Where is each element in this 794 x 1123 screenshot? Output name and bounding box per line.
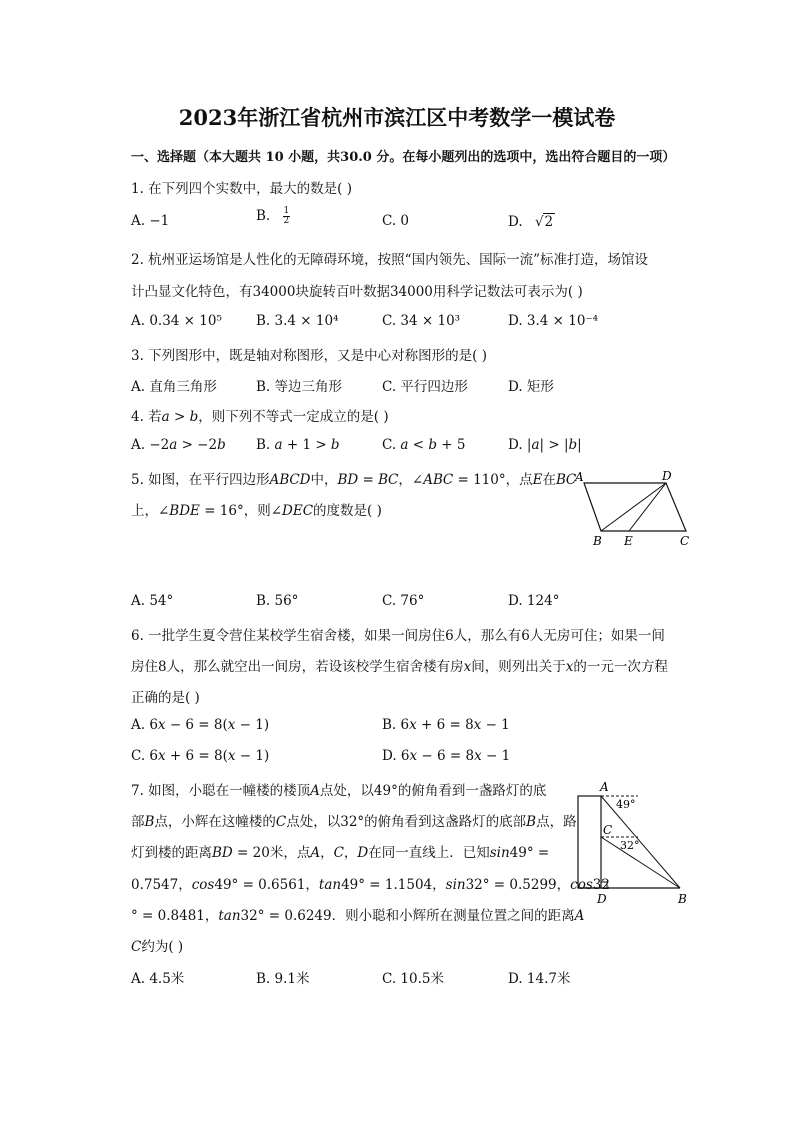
sqrt-radicand: 2 — [544, 214, 554, 230]
q2-option-c: C. 34 × 10³ — [382, 313, 461, 329]
right-angle-mark — [601, 882, 607, 888]
q3-stem: 3. 下列图形中，既是轴对称图形，又是中心对称图形的是( ) — [131, 348, 487, 364]
fraction — [283, 207, 291, 226]
sightline-c-to-b — [601, 837, 680, 888]
q1-stem: 1. 在下列四个实数中，最大的数是( ) — [131, 181, 352, 197]
fraction-denominator: 2 — [283, 216, 290, 226]
segment-de — [629, 483, 666, 531]
section-heading: 一、选择题（本大题共 10 小题，共30.0 分。在每小题列出的选项中，选出符合题目的一项） — [131, 150, 676, 165]
q7-stem-line4: 0.7547，𝑐𝑜𝑠49° = 0.6561，𝑡𝑎𝑛49° = 1.1504，𝑠𝑖𝑛32° = 0.5299，𝑐𝑜𝑠32 — [131, 877, 610, 893]
parallelogram-figure — [570, 466, 700, 552]
q7-option-b: B. 9.1米 — [256, 971, 310, 987]
label-b: 𝐵 — [678, 892, 687, 906]
q2-option-a: A. 0.34 × 10⁵ — [131, 313, 222, 329]
q5-option-c: C. 76° — [382, 593, 425, 609]
label-b: 𝐵 — [593, 534, 602, 548]
q1-option-a: A. −1 — [131, 213, 170, 229]
q6-stem-line3: 正确的是( ) — [131, 690, 200, 706]
q1-option-c: C. 0 — [382, 213, 410, 229]
q7-option-d: D. 14.7米 — [508, 971, 571, 987]
q7-stem-line6: 𝐶约为( ) — [131, 939, 184, 955]
q6-option-c: C. 6𝑥 + 6 = 8(𝑥 − 1) — [131, 748, 270, 764]
label-a: 𝐴 — [575, 470, 584, 484]
q5-option-a: A. 54° — [131, 593, 174, 609]
label-a: 𝐴 — [600, 780, 609, 794]
q6-option-b: B. 6𝑥 + 6 = 8𝑥 − 1 — [382, 717, 510, 733]
q1-option-d — [508, 213, 555, 230]
q7-option-c: C. 10.5米 — [382, 971, 444, 987]
angle-49-label: 49° — [616, 798, 636, 811]
building-lamp-figure — [568, 778, 698, 908]
q4-option-b: B. 𝑎 + 1 > 𝑏 — [256, 437, 340, 453]
building — [578, 796, 601, 888]
q7-stem-line3: 灯到楼的距离𝐵𝐷 = 20米，点𝐴，𝐶，𝐷在同一直线上．已知𝑠𝑖𝑛49° = — [131, 845, 550, 861]
q7-stem-line1: 7. 如图，小聪在一幢楼的楼顶𝐴点处，以49°的俯角看到一盏路灯的底 — [131, 783, 547, 799]
label-c: 𝐶 — [680, 534, 690, 548]
angle-32-label: 32° — [620, 839, 640, 852]
q3-option-b: B. 等边三角形 — [256, 379, 343, 395]
q7-option-a: A. 4.5米 — [131, 971, 185, 987]
q3-option-a: A. 直角三角形 — [131, 379, 217, 395]
q7-stem-line2: 部𝐵点，小辉在这幢楼的𝐶点处，以32°的俯角看到这盏路灯的底部𝐵点，路 — [131, 814, 577, 830]
q6-stem-line2: 房住8人，那么就空出一间房，若设该校学生宿舍楼有房𝑥间，则列出关于𝑥的一元一次方程 — [131, 659, 668, 675]
q5-stem-line2: 上，∠𝐵𝐷𝐸 = 16°，则∠𝐷𝐸𝐶的度数是( ) — [131, 503, 382, 519]
q2-stem-line2: 计凸显文化特色，有34000块旋转百叶数据34000用科学记数法可表示为( ) — [131, 284, 583, 300]
fraction-numerator: 1 — [283, 206, 290, 216]
q4-stem: 4. 若𝑎 > 𝑏，则下列不等式一定成立的是( ) — [131, 409, 389, 425]
q6-option-a: A. 6𝑥 − 6 = 8(𝑥 − 1) — [131, 717, 270, 733]
q1-option-d-label: D. — [508, 214, 523, 230]
q7-stem-line5: ° = 0.8481，𝑡𝑎𝑛32° = 0.6249．则小聪和小辉所在测量位置之间的距离𝐴 — [131, 908, 585, 924]
q4-option-d: D. |𝑎| > |𝑏| — [508, 437, 582, 453]
label-e: 𝐸 — [624, 534, 633, 548]
page-title: 2023年浙江省杭州市滨江区中考数学一模试卷 — [178, 105, 616, 130]
q6-option-d: D. 6𝑥 − 6 = 8𝑥 − 1 — [382, 748, 511, 764]
segment-bd — [601, 483, 666, 531]
q5-stem-line1: 5. 如图，在平行四边形𝐴𝐵𝐶𝐷中，𝐵𝐷 = 𝐵𝐶，∠𝐴𝐵𝐶 = 110°，点𝐸在𝐵𝐶 — [131, 472, 577, 488]
q4-option-a: A. −2𝑎 > −2𝑏 — [131, 437, 226, 453]
sqrt-icon: √ — [534, 214, 544, 230]
q2-option-b: B. 3.4 × 10⁴ — [256, 313, 339, 329]
q4-option-c: C. 𝑎 < 𝑏 + 5 — [382, 437, 466, 453]
q3-option-d: D. 矩形 — [508, 379, 554, 395]
q2-stem-line1: 2. 杭州亚运场馆是人性化的无障碍环境，按照“国内领先、国际一流”标准打造，场馆设 — [131, 252, 648, 268]
q6-stem-line1: 6. 一批学生夏令营住某校学生宿舍楼，如果一间房住6人，那么有6人无房可住；如果一间 — [131, 628, 665, 644]
q1-option-b — [256, 207, 290, 226]
q5-option-d: D. 124° — [508, 593, 560, 609]
q5-option-b: B. 56° — [256, 593, 299, 609]
label-d: 𝐷 — [597, 892, 607, 906]
label-c: 𝐶 — [603, 823, 613, 837]
q3-option-c: C. 平行四边形 — [382, 379, 468, 395]
q1-option-b-label: B. — [256, 208, 271, 224]
label-d: 𝐷 — [662, 469, 672, 483]
sightline-a-to-b — [601, 796, 680, 888]
q2-option-d: D. 3.4 × 10⁻⁴ — [508, 313, 599, 329]
